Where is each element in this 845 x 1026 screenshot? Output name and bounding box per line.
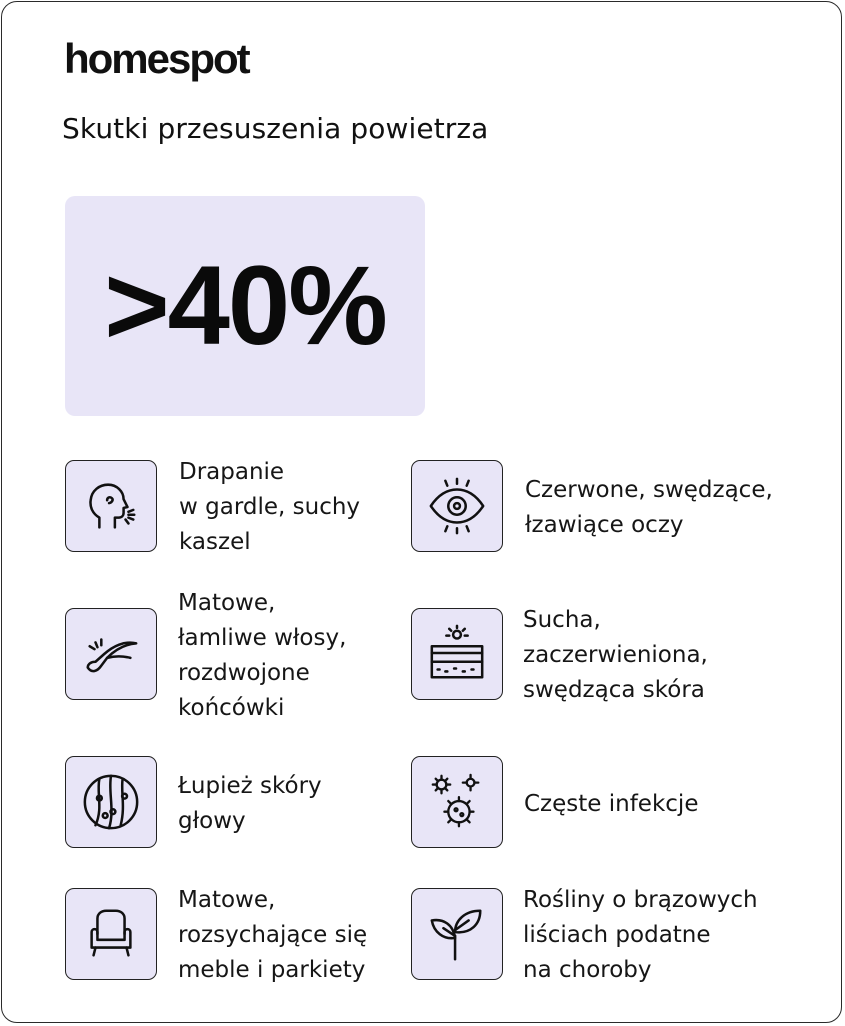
infographic-card	[1, 1, 842, 1023]
stat-box	[65, 196, 425, 416]
coughing-head-icon	[65, 460, 157, 552]
item-label: Matowe, rozsychające się meble i parkiety	[178, 887, 368, 983]
armchair-icon	[65, 888, 157, 980]
skin-layers-icon	[411, 608, 503, 700]
virus-icon	[411, 756, 503, 848]
scalp-dandruff-icon	[65, 756, 157, 848]
item-label: Łupież skóry głowy	[178, 773, 322, 834]
page-title: Skutki przesuszenia powietrza	[62, 112, 489, 145]
homespot-logo: homespot	[64, 35, 249, 82]
item-label: Częste infekcje	[524, 791, 699, 817]
stat-value: >40%	[104, 243, 386, 368]
item-label: Rośliny o brązowych liściach podatne na choroby	[523, 887, 758, 983]
item-label: Drapanie w gardle, suchy kaszel	[179, 459, 361, 555]
plant-leaves-icon	[411, 888, 503, 980]
item-label: Sucha, zaczerwieniona, swędząca skóra	[523, 607, 708, 703]
item-label: Czerwone, swędzące, łzawiące oczy	[525, 477, 773, 538]
eye-icon	[411, 460, 503, 552]
item-label: Matowe, łamliwe włosy, rozdwojone końcówki	[178, 590, 347, 721]
split-hair-icon	[65, 608, 157, 700]
